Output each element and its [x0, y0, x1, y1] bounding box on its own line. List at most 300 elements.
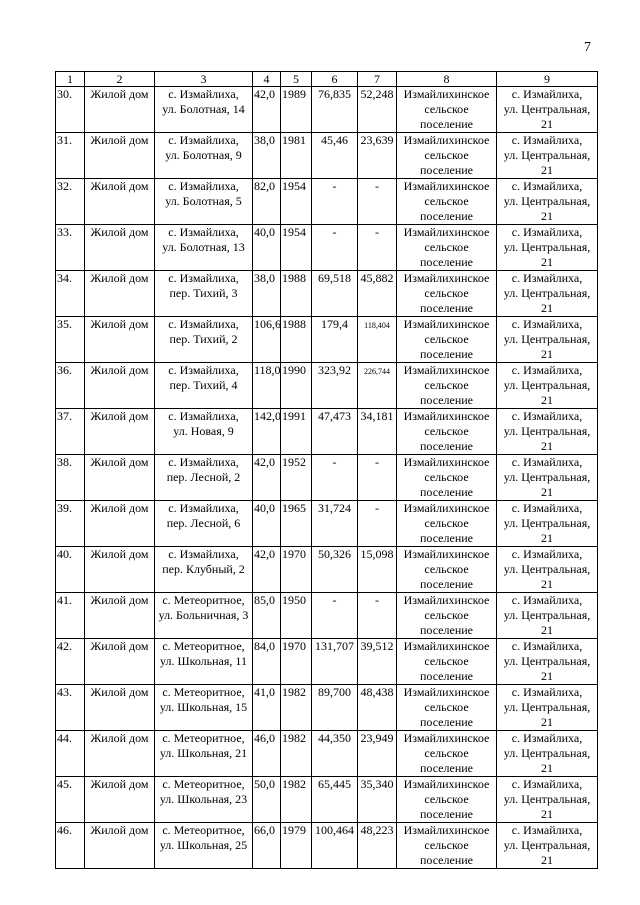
area-cell	[253, 179, 281, 225]
settlement-line-3: поселение	[419, 807, 473, 821]
table-row	[56, 87, 598, 133]
year-cell	[281, 731, 312, 777]
location-line-2: ул. Центральная,	[503, 286, 591, 300]
address-line-1: с. Метеоритное,	[162, 593, 245, 607]
settlement-cell	[397, 731, 497, 777]
value-col7-cell	[358, 317, 397, 363]
object-type: Жилой дом	[90, 823, 149, 837]
year-cell	[281, 501, 312, 547]
value-col6: 65,445	[318, 777, 351, 791]
address-line-2: ул. Школьная, 21	[159, 746, 248, 760]
row-number-cell	[56, 225, 85, 271]
area-value: 66,0	[254, 823, 275, 837]
address-cell	[155, 87, 253, 133]
year-value: 1988	[282, 317, 306, 331]
area-value: 142,0	[254, 409, 281, 423]
value-col6-cell	[312, 271, 358, 317]
value-col6-cell	[312, 455, 358, 501]
row-number-cell	[56, 87, 85, 133]
table-row	[56, 823, 598, 869]
settlement-line-2: сельское	[424, 332, 469, 346]
address-line-1: с. Метеоритное,	[162, 823, 245, 837]
value-col6-cell	[312, 87, 358, 133]
location-cell	[497, 225, 598, 271]
settlement-cell	[397, 87, 497, 133]
settlement-line-3: поселение	[419, 117, 473, 131]
address-line-2: ул. Болотная, 13	[162, 240, 245, 254]
object-type: Жилой дом	[90, 547, 149, 561]
area-cell	[253, 133, 281, 179]
object-type: Жилой дом	[90, 639, 149, 653]
row-number: 37.	[57, 409, 72, 423]
area-cell	[253, 501, 281, 547]
row-number: 41.	[57, 593, 72, 607]
value-col6: 44,350	[318, 731, 351, 745]
settlement-line-2: сельское	[424, 838, 469, 852]
year-cell	[281, 225, 312, 271]
table-row	[56, 593, 598, 639]
value-col6: 45,46	[321, 133, 348, 147]
value-col7: -	[375, 225, 379, 239]
value-col6-cell	[312, 225, 358, 271]
location-line-3: 21	[541, 623, 553, 637]
object-type: Жилой дом	[90, 87, 149, 101]
row-number: 31.	[57, 133, 72, 147]
year-cell	[281, 87, 312, 133]
area-cell	[253, 317, 281, 363]
location-cell	[497, 777, 598, 823]
settlement-line-3: поселение	[419, 347, 473, 361]
settlement-line-1: Измайлихинское	[403, 685, 490, 699]
area-value: 41,0	[254, 685, 275, 699]
address-line-1: с. Измайлиха,	[168, 363, 239, 377]
year-value: 1982	[282, 777, 306, 791]
address-cell	[155, 363, 253, 409]
value-col7: -	[375, 455, 379, 469]
location-line-3: 21	[541, 761, 553, 775]
settlement-line-2: сельское	[424, 516, 469, 530]
value-col6-cell	[312, 501, 358, 547]
value-col7: 48,438	[360, 685, 394, 699]
location-line-2: ул. Центральная,	[503, 746, 591, 760]
area-value: 42,0	[254, 547, 275, 561]
property-register-table	[55, 71, 598, 869]
settlement-line-1: Измайлихинское	[403, 731, 490, 745]
area-value: 46,0	[254, 731, 275, 745]
area-cell	[253, 87, 281, 133]
year-cell	[281, 455, 312, 501]
year-value: 1952	[282, 455, 306, 469]
area-cell	[253, 547, 281, 593]
row-number-cell	[56, 777, 85, 823]
address-line-1: с. Измайлиха,	[168, 317, 239, 331]
address-line-1: с. Измайлиха,	[168, 409, 239, 423]
value-col7-cell	[358, 179, 397, 225]
value-col7-cell	[358, 823, 397, 869]
year-value: 1979	[282, 823, 306, 837]
row-number: 45.	[57, 777, 72, 791]
address-cell	[155, 225, 253, 271]
area-cell	[253, 685, 281, 731]
settlement-line-2: сельское	[424, 240, 469, 254]
area-value: 42,0	[254, 87, 275, 101]
location-line-1: с. Измайлиха,	[511, 593, 583, 607]
location-line-1: с. Измайлиха,	[511, 731, 583, 745]
address-cell	[155, 317, 253, 363]
table-row	[56, 547, 598, 593]
location-line-1: с. Измайлиха,	[511, 547, 583, 561]
location-cell	[497, 547, 598, 593]
object-type-cell	[85, 317, 155, 363]
value-col7: -	[375, 593, 379, 607]
location-cell	[497, 409, 598, 455]
object-type: Жилой дом	[90, 317, 149, 331]
object-type: Жилой дом	[90, 777, 149, 791]
value-col7-cell	[358, 593, 397, 639]
settlement-line-1: Измайлихинское	[403, 225, 490, 239]
settlement-cell	[397, 179, 497, 225]
settlement-line-3: поселение	[419, 393, 473, 407]
area-value: 85,0	[254, 593, 275, 607]
row-number: 39.	[57, 501, 72, 515]
settlement-line-1: Измайлихинское	[403, 317, 490, 331]
area-value: 38,0	[254, 133, 275, 147]
location-line-1: с. Измайлиха,	[511, 271, 583, 285]
table-row	[56, 501, 598, 547]
year-cell	[281, 685, 312, 731]
year-cell	[281, 317, 312, 363]
row-number: 33.	[57, 225, 72, 239]
location-line-1: с. Измайлиха,	[511, 409, 583, 423]
row-number: 44.	[57, 731, 72, 745]
address-line-1: с. Измайлиха,	[168, 455, 239, 469]
value-col7: 45,882	[360, 271, 394, 285]
location-line-2: ул. Центральная,	[503, 562, 591, 576]
year-value: 1965	[282, 501, 306, 515]
value-col6: 50,326	[318, 547, 351, 561]
value-col7: 34,181	[360, 409, 394, 423]
location-cell	[497, 363, 598, 409]
value-col7-cell	[358, 639, 397, 685]
settlement-line-2: сельское	[424, 102, 469, 116]
location-line-3: 21	[541, 577, 553, 591]
value-col6-cell	[312, 777, 358, 823]
settlement-line-1: Измайлихинское	[403, 271, 490, 285]
settlement-cell	[397, 685, 497, 731]
address-cell	[155, 409, 253, 455]
row-number-cell	[56, 455, 85, 501]
settlement-cell	[397, 593, 497, 639]
object-type: Жилой дом	[90, 271, 149, 285]
settlement-line-3: поселение	[419, 301, 473, 315]
table-row	[56, 777, 598, 823]
address-line-2: ул. Болотная, 5	[165, 194, 242, 208]
address-line-2: ул. Болотная, 9	[165, 148, 242, 162]
table-row	[56, 639, 598, 685]
settlement-line-3: поселение	[419, 715, 473, 729]
address-cell	[155, 133, 253, 179]
object-type: Жилой дом	[90, 593, 149, 607]
location-line-3: 21	[541, 531, 553, 545]
value-col6: 31,724	[318, 501, 351, 515]
year-value: 1950	[282, 593, 306, 607]
address-line-2: ул. Школьная, 23	[159, 792, 248, 806]
year-cell	[281, 823, 312, 869]
location-line-3: 21	[541, 807, 553, 821]
value-col7: 35,340	[360, 777, 394, 791]
address-cell	[155, 823, 253, 869]
settlement-line-2: сельское	[424, 424, 469, 438]
settlement-line-1: Измайлихинское	[403, 823, 490, 837]
year-value: 1991	[282, 409, 306, 423]
value-col6: 323,92	[318, 363, 351, 377]
location-line-1: с. Измайлиха,	[511, 133, 583, 147]
object-type-cell	[85, 271, 155, 317]
value-col7: 23,949	[360, 731, 394, 745]
table-row	[56, 271, 598, 317]
column-header: 1	[56, 72, 85, 87]
area-value: 40,0	[254, 501, 275, 515]
value-col6-cell	[312, 731, 358, 777]
area-cell	[253, 225, 281, 271]
value-col6: 89,700	[318, 685, 351, 699]
address-line-1: с. Измайлиха,	[168, 225, 239, 239]
column-header: 6	[312, 72, 358, 87]
location-line-1: с. Измайлиха,	[511, 363, 583, 377]
settlement-line-2: сельское	[424, 654, 469, 668]
year-value: 1982	[282, 731, 306, 745]
row-number-cell	[56, 547, 85, 593]
location-line-1: с. Измайлиха,	[511, 777, 583, 791]
row-number-cell	[56, 685, 85, 731]
settlement-line-3: поселение	[419, 163, 473, 177]
address-cell	[155, 593, 253, 639]
value-col7-cell	[358, 731, 397, 777]
settlement-line-3: поселение	[419, 669, 473, 683]
row-number-cell	[56, 317, 85, 363]
table-row	[56, 133, 598, 179]
year-cell	[281, 639, 312, 685]
table-row	[56, 317, 598, 363]
area-cell	[253, 823, 281, 869]
table-row	[56, 409, 598, 455]
location-cell	[497, 317, 598, 363]
settlement-line-2: сельское	[424, 378, 469, 392]
settlement-cell	[397, 133, 497, 179]
location-cell	[497, 179, 598, 225]
value-col7-cell	[358, 87, 397, 133]
location-line-1: с. Измайлиха,	[511, 179, 583, 193]
location-cell	[497, 133, 598, 179]
year-value: 1988	[282, 271, 306, 285]
area-value: 106,6	[254, 317, 281, 331]
settlement-line-3: поселение	[419, 209, 473, 223]
value-col7-cell	[358, 363, 397, 409]
address-line-1: с. Измайлиха,	[168, 547, 239, 561]
year-value: 1970	[282, 547, 306, 561]
value-col6-cell	[312, 685, 358, 731]
location-line-1: с. Измайлиха,	[511, 225, 583, 239]
settlement-line-2: сельское	[424, 746, 469, 760]
area-cell	[253, 455, 281, 501]
row-number-cell	[56, 271, 85, 317]
object-type: Жилой дом	[90, 179, 149, 193]
location-cell	[497, 685, 598, 731]
value-col7-cell	[358, 225, 397, 271]
row-number: 46.	[57, 823, 72, 837]
value-col7: 48,223	[360, 823, 394, 837]
value-col6-cell	[312, 409, 358, 455]
value-col7: -	[375, 501, 379, 515]
area-cell	[253, 271, 281, 317]
settlement-line-3: поселение	[419, 255, 473, 269]
object-type-cell	[85, 777, 155, 823]
column-number-row	[56, 72, 598, 87]
location-line-2: ул. Центральная,	[503, 516, 591, 530]
object-type-cell	[85, 409, 155, 455]
area-cell	[253, 363, 281, 409]
settlement-line-3: поселение	[419, 531, 473, 545]
area-value: 82,0	[254, 179, 275, 193]
value-col6: 47,473	[318, 409, 351, 423]
location-line-3: 21	[541, 347, 553, 361]
address-line-2: пер. Лесной, 6	[166, 516, 241, 530]
row-number-cell	[56, 133, 85, 179]
object-type-cell	[85, 685, 155, 731]
location-line-1: с. Измайлиха,	[511, 823, 583, 837]
address-line-2: ул. Болотная, 14	[162, 102, 245, 116]
location-cell	[497, 593, 598, 639]
address-cell	[155, 547, 253, 593]
value-col7: 118,404	[364, 321, 390, 330]
settlement-line-1: Измайлихинское	[403, 455, 490, 469]
address-cell	[155, 777, 253, 823]
value-col7: 52,248	[360, 87, 394, 101]
settlement-line-3: поселение	[419, 439, 473, 453]
object-type-cell	[85, 639, 155, 685]
value-col7-cell	[358, 547, 397, 593]
area-value: 42,0	[254, 455, 275, 469]
value-col7-cell	[358, 409, 397, 455]
area-value: 50,0	[254, 777, 275, 791]
settlement-cell	[397, 501, 497, 547]
settlement-cell	[397, 225, 497, 271]
column-header: 3	[155, 72, 253, 87]
object-type: Жилой дом	[90, 685, 149, 699]
object-type-cell	[85, 225, 155, 271]
year-value: 1989	[282, 87, 306, 101]
location-line-3: 21	[541, 117, 553, 131]
column-header: 8	[397, 72, 497, 87]
area-cell	[253, 777, 281, 823]
location-line-2: ул. Центральная,	[503, 378, 591, 392]
value-col7-cell	[358, 777, 397, 823]
value-col6-cell	[312, 593, 358, 639]
settlement-line-2: сельское	[424, 286, 469, 300]
year-cell	[281, 547, 312, 593]
value-col6: -	[332, 179, 337, 193]
object-type-cell	[85, 363, 155, 409]
value-col6: -	[332, 593, 337, 607]
table-row	[56, 731, 598, 777]
table-row	[56, 363, 598, 409]
address-line-2: пер. Тихий, 2	[169, 332, 238, 346]
settlement-line-1: Измайлихинское	[403, 87, 490, 101]
value-col6-cell	[312, 823, 358, 869]
location-line-2: ул. Центральная,	[503, 102, 591, 116]
location-line-3: 21	[541, 209, 553, 223]
settlement-cell	[397, 823, 497, 869]
column-header: 2	[85, 72, 155, 87]
location-line-1: с. Измайлиха,	[511, 639, 583, 653]
row-number-cell	[56, 179, 85, 225]
year-cell	[281, 409, 312, 455]
row-number: 42.	[57, 639, 72, 653]
row-number-cell	[56, 363, 85, 409]
value-col6-cell	[312, 179, 358, 225]
object-type: Жилой дом	[90, 225, 149, 239]
settlement-line-2: сельское	[424, 562, 469, 576]
settlement-line-2: сельское	[424, 792, 469, 806]
settlement-cell	[397, 547, 497, 593]
location-line-3: 21	[541, 853, 553, 867]
column-header: 9	[497, 72, 598, 87]
row-number: 35.	[57, 317, 72, 331]
location-line-3: 21	[541, 301, 553, 315]
value-col6: 69,518	[318, 271, 351, 285]
value-col7: 15,098	[360, 547, 394, 561]
table-row	[56, 179, 598, 225]
area-value: 118,0	[254, 363, 281, 377]
address-line-1: с. Измайлиха,	[168, 179, 239, 193]
year-value: 1982	[282, 685, 306, 699]
year-value: 1990	[282, 363, 306, 377]
address-line-2: ул. Новая, 9	[173, 424, 234, 438]
row-number: 43.	[57, 685, 72, 699]
row-number-cell	[56, 823, 85, 869]
address-line-1: с. Метеоритное,	[162, 731, 245, 745]
area-value: 38,0	[254, 271, 275, 285]
object-type-cell	[85, 87, 155, 133]
settlement-cell	[397, 363, 497, 409]
object-type: Жилой дом	[90, 363, 149, 377]
location-line-3: 21	[541, 715, 553, 729]
address-line-1: с. Измайлиха,	[168, 87, 239, 101]
location-line-3: 21	[541, 439, 553, 453]
row-number: 36.	[57, 363, 72, 377]
address-line-2: пер. Тихий, 4	[169, 378, 238, 392]
year-value: 1981	[282, 133, 306, 147]
value-col7-cell	[358, 133, 397, 179]
location-line-1: с. Измайлиха,	[511, 317, 583, 331]
table-row	[56, 455, 598, 501]
location-line-2: ул. Центральная,	[503, 608, 591, 622]
value-col6: 131,707	[315, 639, 354, 653]
address-cell	[155, 501, 253, 547]
value-col6: 76,835	[318, 87, 351, 101]
object-type: Жилой дом	[90, 501, 149, 515]
area-cell	[253, 593, 281, 639]
settlement-line-1: Измайлихинское	[403, 547, 490, 561]
address-line-1: с. Измайлиха,	[168, 271, 239, 285]
location-line-3: 21	[541, 393, 553, 407]
settlement-cell	[397, 409, 497, 455]
address-cell	[155, 731, 253, 777]
row-number: 34.	[57, 271, 72, 285]
object-type: Жилой дом	[90, 409, 149, 423]
settlement-line-1: Измайлихинское	[403, 501, 490, 515]
location-cell	[497, 455, 598, 501]
